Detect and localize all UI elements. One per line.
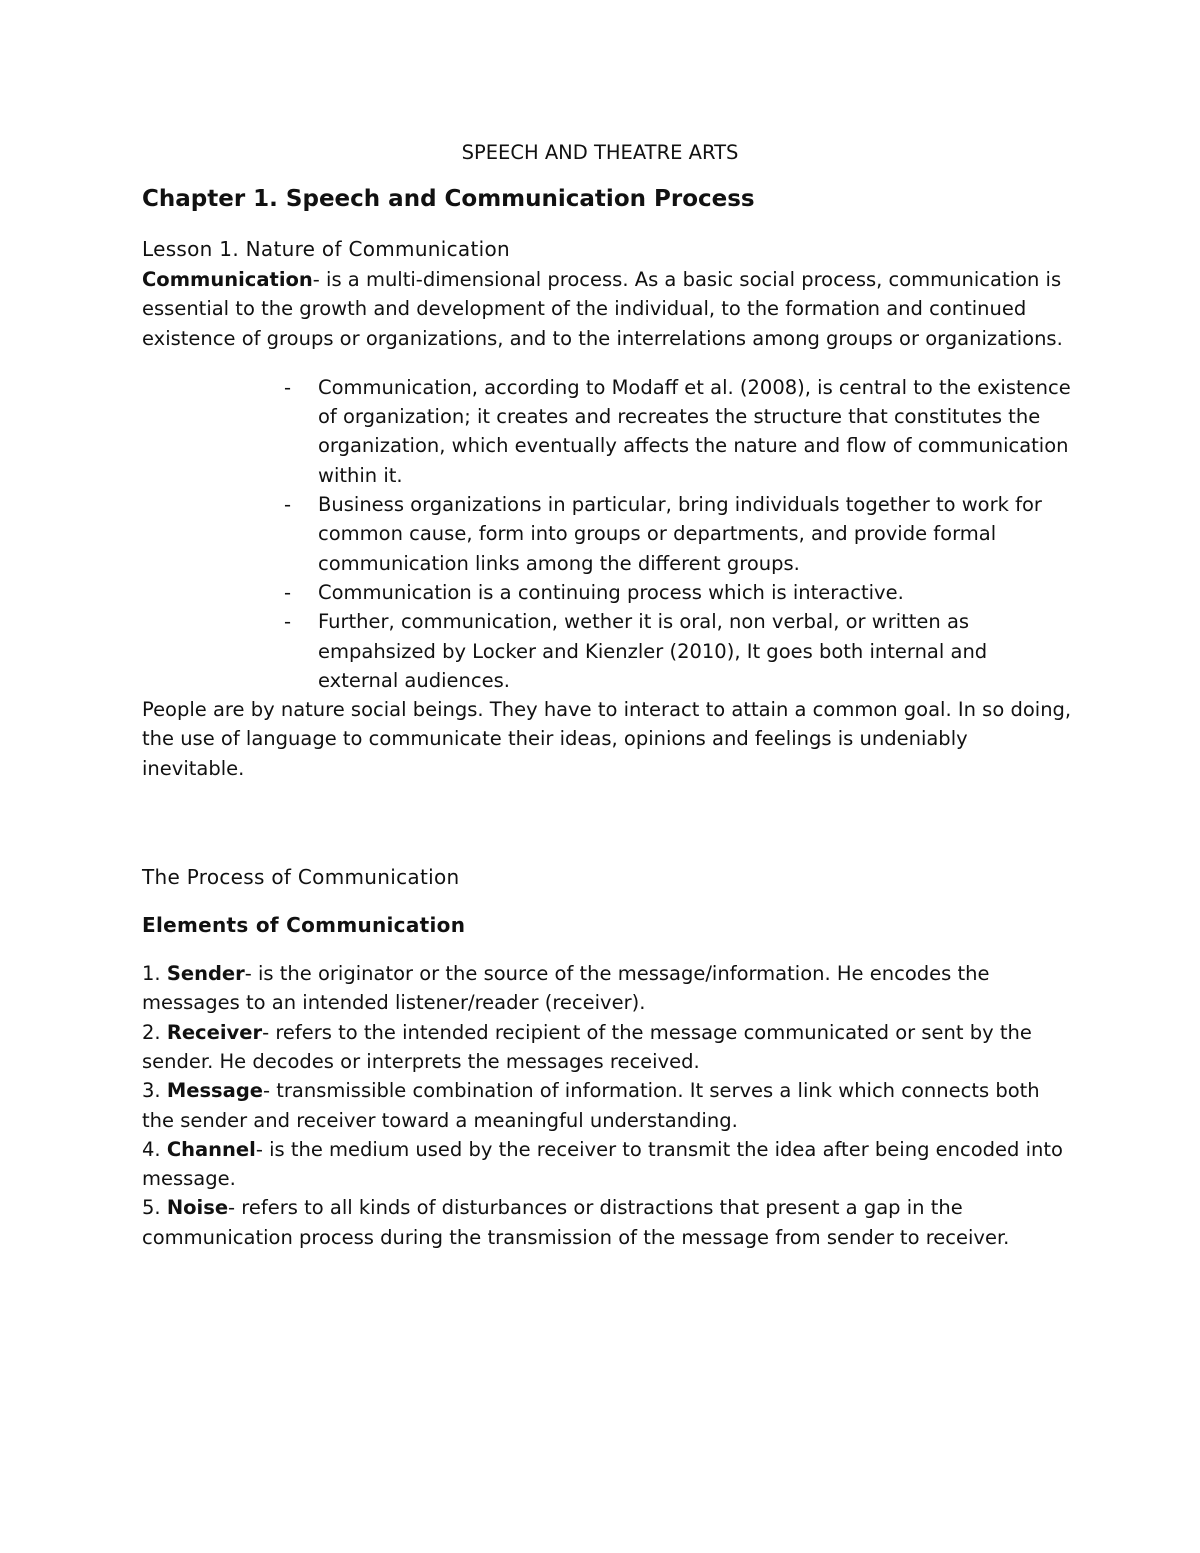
element-term: Channel bbox=[166, 1137, 256, 1161]
element-item bbox=[142, 1076, 1072, 1135]
element-number: 3. bbox=[142, 1079, 167, 1103]
element-item bbox=[142, 1135, 1072, 1194]
bullet-item bbox=[284, 578, 1072, 607]
bullet-item bbox=[284, 607, 1072, 695]
document-title: SPEECH AND THEATRE ARTS bbox=[461, 141, 739, 164]
lesson-title: Lesson 1. Nature of Communication bbox=[142, 237, 510, 261]
element-term: Message bbox=[166, 1079, 263, 1103]
bullet-item bbox=[284, 490, 1072, 578]
element-item bbox=[142, 1018, 1072, 1077]
intro-paragraph bbox=[142, 265, 1072, 353]
bullet-text: Communication is a continuing process which is interactive. bbox=[318, 580, 904, 604]
element-number: 2. bbox=[142, 1020, 167, 1044]
element-term: Sender bbox=[166, 962, 245, 986]
process-heading: The Process of Communication bbox=[142, 865, 460, 890]
element-item bbox=[142, 959, 1072, 1018]
bullet-item bbox=[284, 373, 1072, 490]
elements-list bbox=[142, 959, 1072, 1252]
element-term: Receiver bbox=[166, 1020, 263, 1044]
bullet-text: Business organizations in particular, bring individuals together to work for common cause, form into groups or departments, and provide formal communication links among the different groups. bbox=[318, 493, 1042, 575]
bullet-marker: - bbox=[284, 580, 292, 604]
intro-text: - is a multi-dimensional process. As a basic social process, communication is essential to the growth and development of the individual, to the formation and continued existence of groups or organizations, and to the interrelations among groups or organizations. bbox=[142, 268, 1063, 350]
element-term: Noise bbox=[166, 1196, 229, 1220]
element-text: - refers to the intended recipient of the message communicated or sent by the sender. He decodes or interprets the messages received. bbox=[142, 1020, 1032, 1073]
elements-heading: Elements of Communication bbox=[142, 913, 466, 938]
bullet-marker: - bbox=[284, 375, 292, 399]
element-text: - transmissible combination of information. It serves a link which connects both the sender and receiver toward a meaningful understanding. bbox=[142, 1079, 1040, 1132]
bullet-marker: - bbox=[284, 610, 292, 634]
element-text: - is the medium used by the receiver to transmit the idea after being encoded into message. bbox=[142, 1137, 1063, 1191]
element-text: - is the originator or the source of the message/information. He encodes the messages to an intended listener/reader (receiver). bbox=[142, 962, 990, 1015]
bullet-list bbox=[142, 373, 1072, 695]
element-text: - refers to all kinds of disturbances or distractions that present a gap in the communication process during the transmission of the message from sender to receiver. bbox=[142, 1196, 1010, 1249]
element-item bbox=[142, 1193, 1072, 1252]
element-number: 1. bbox=[142, 962, 167, 986]
people-paragraph: People are by nature social beings. They have to interact to attain a common goal. In so doing, the use of language to communicate their ideas, opinions and feelings is undeniably inevitable. bbox=[142, 698, 1072, 780]
element-number: 4. bbox=[142, 1137, 167, 1161]
element-number: 5. bbox=[142, 1196, 167, 1220]
bullet-marker: - bbox=[284, 493, 292, 517]
bullet-text: Communication, according to Modaff et al. (2008), is central to the existence of organization; it creates and recreates the structure that constitutes the organization, which eventually affects the nature and flow of communication within it. bbox=[318, 375, 1071, 487]
bullet-text: Further, communication, wether it is oral, non verbal, or written as empahsized by Locker and Kienzler (2010), It goes both internal and external audiences. bbox=[318, 610, 988, 692]
document-page bbox=[142, 137, 1072, 1252]
intro-term: Communication bbox=[142, 268, 313, 291]
chapter-title: Chapter 1. Speech and Communication Process bbox=[142, 186, 755, 212]
